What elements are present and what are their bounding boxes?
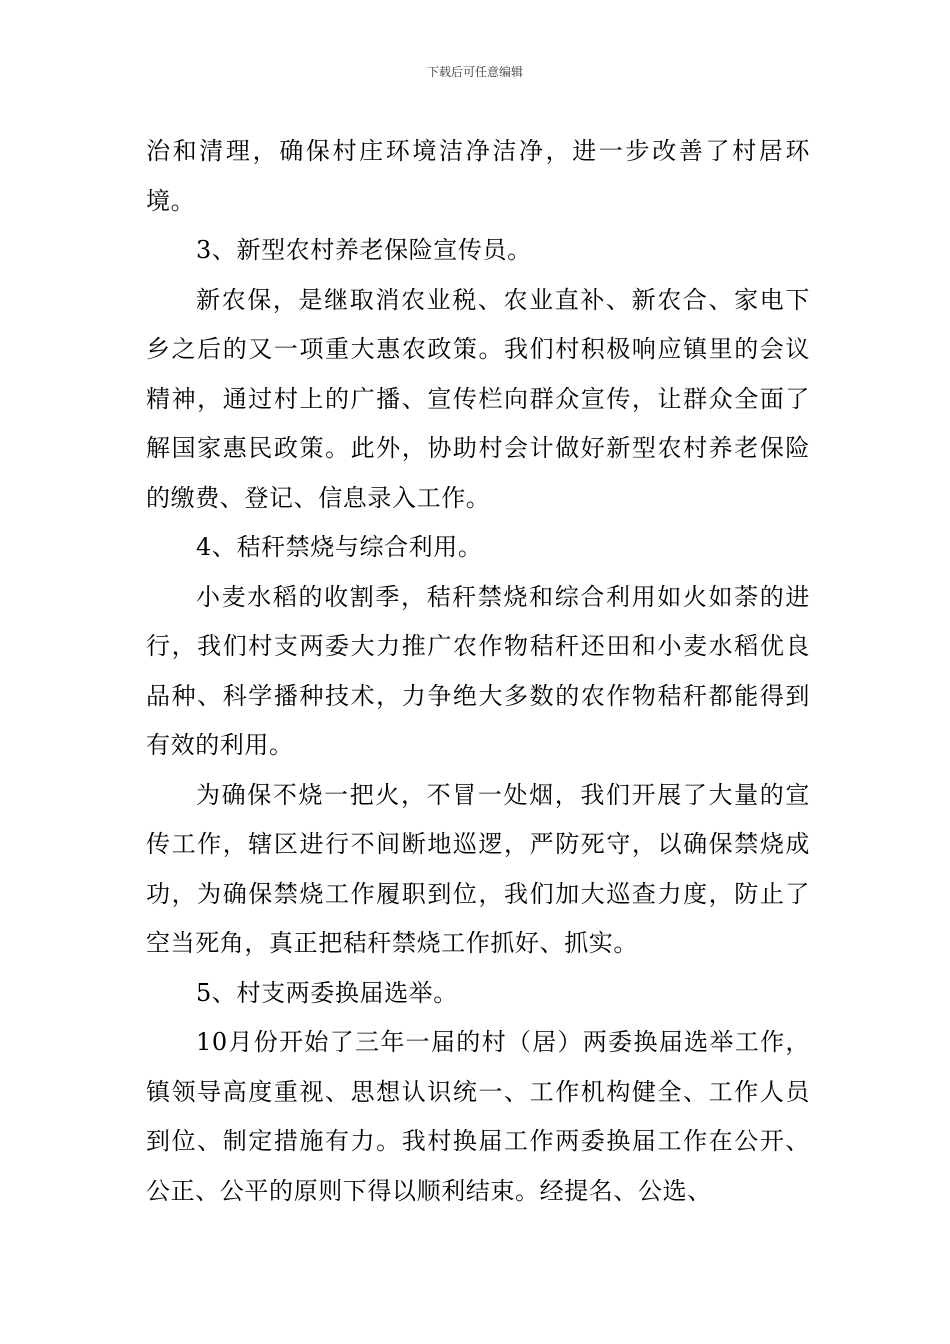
document-body (146, 127, 810, 1216)
paragraph: 小麦水稻的收割季，秸秆禁烧和综合利用如火如荼的进行，我们村支两委大力推广农作物秸秆还田和小麦水稻优良品种、科学播种技术，力争绝大多数的农作物秸秆都能得到有效的利用。 (146, 582, 810, 759)
paragraph: 10月份开始了三年一届的村（居）两委换届选举工作，镇领导高度重视、思想认识统一、工作机构健全、工作人员到位、制定措施有力。我村换届工作两委换届工作在公开、公正、公平的原则下得以顺利结束。经提名、公选、 (146, 1028, 810, 1205)
paragraph: 新农保，是继取消农业税、农业直补、新农合、家电下乡之后的又一项重大惠农政策。我们村积极响应镇里的会议精神，通过村上的广播、宣传栏向群众宣传，让群众全面了解国家惠民政策。此外，协助村会计做好新型农村养老保险的缴费、登记、信息录入工作。 (146, 285, 810, 512)
paragraph: 为确保不烧一把火，不冒一处烟，我们开展了大量的宣传工作，辖区进行不间断地巡逻，严防死守，以确保禁烧成功，为确保禁烧工作履职到位，我们加大巡查力度，防止了空当死角，真正把秸秆禁烧工作抓好、抓实。 (146, 780, 810, 957)
page-header-note: 下载后可任意编辑 (426, 65, 523, 79)
section-heading: 5、村支两委换届选举。 (196, 978, 458, 1007)
paragraph: 治和清理，确保村庄环境洁净洁净，进一步改善了村居环境。 (146, 137, 810, 215)
section-heading: 3、新型农村养老保险宣传员。 (196, 236, 532, 264)
section-heading: 4、秸秆禁烧与综合利用。 (196, 533, 483, 561)
